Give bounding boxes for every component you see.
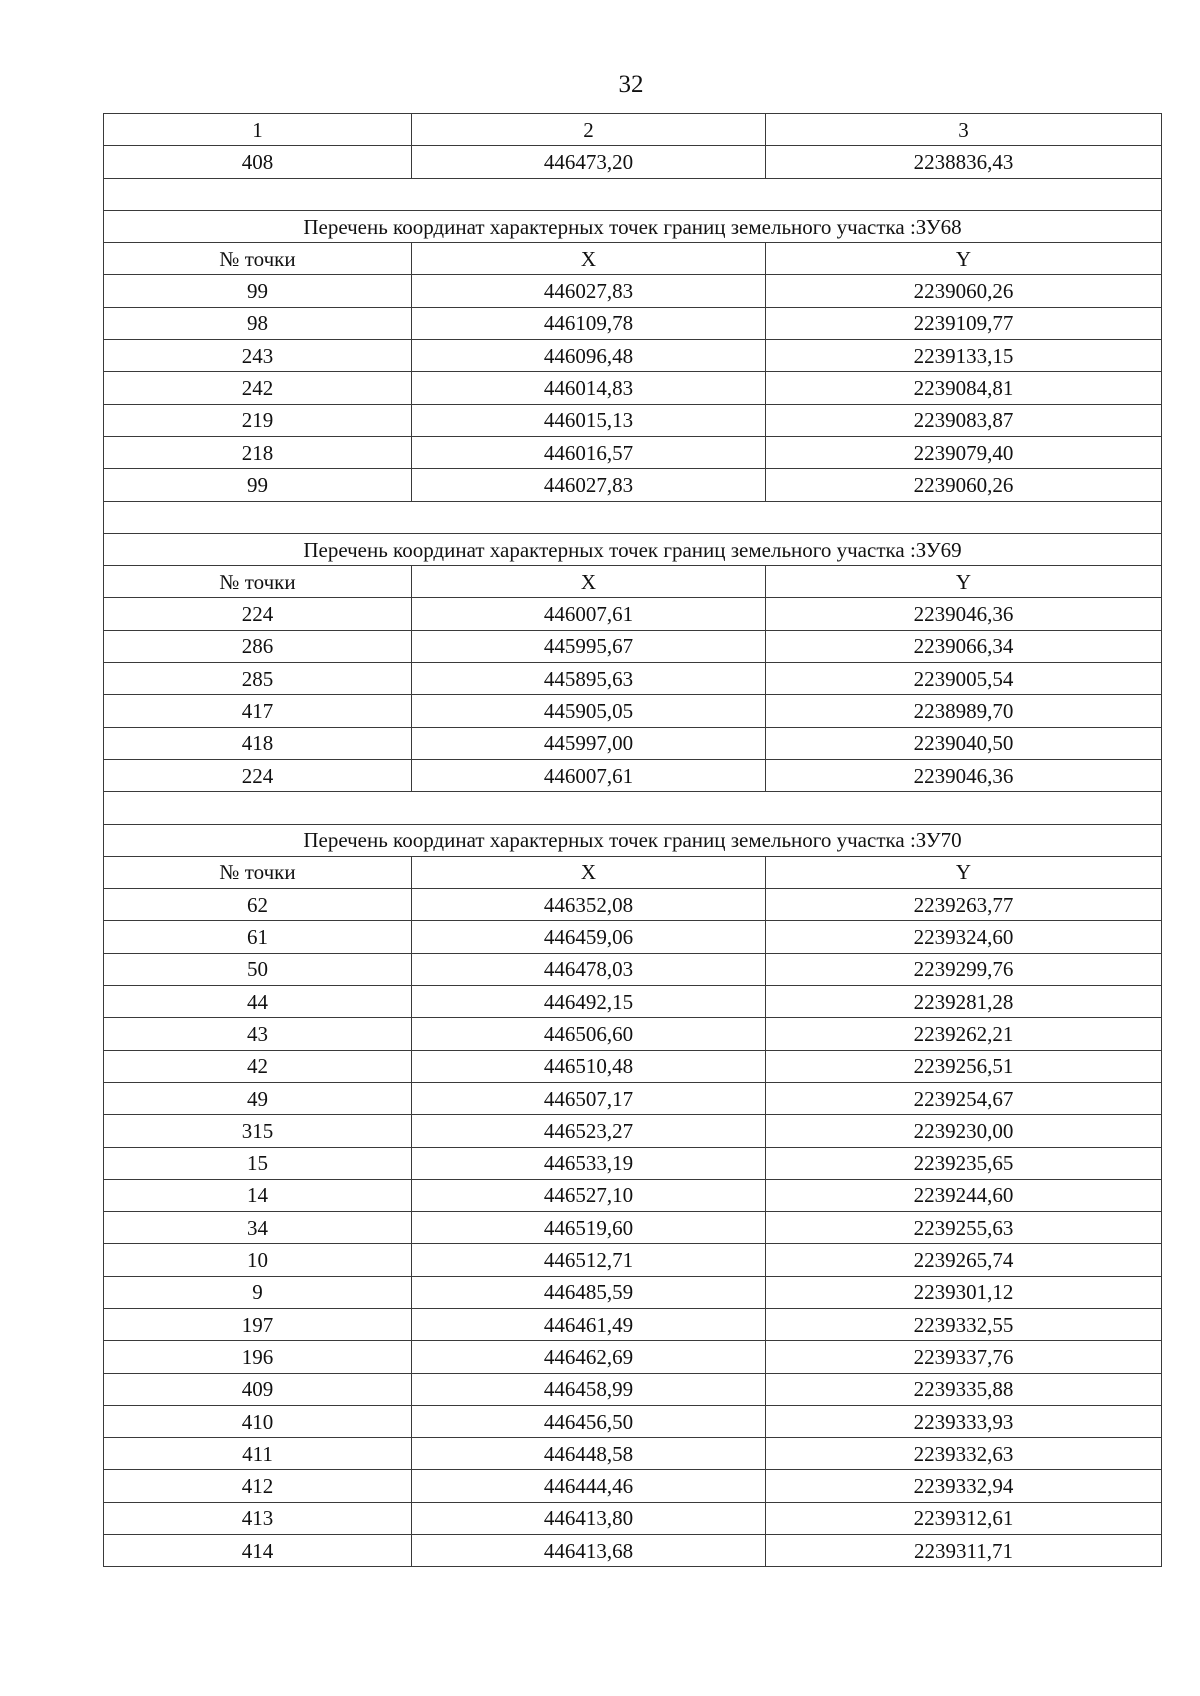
point-number-cell: 9 [104, 1276, 412, 1308]
point-number-cell: 224 [104, 598, 412, 630]
separator-cell [104, 178, 1162, 210]
table-row [104, 727, 1162, 759]
separator-row [104, 178, 1162, 210]
table-row [104, 889, 1162, 921]
x-coordinate-cell: 446007,61 [412, 598, 766, 630]
x-coordinate-cell: 446015,13 [412, 404, 766, 436]
point-number-cell: 196 [104, 1341, 412, 1373]
table-row [104, 663, 1162, 695]
x-coordinate-cell: 446492,15 [412, 986, 766, 1018]
table-row [104, 1341, 1162, 1373]
x-coordinate-cell: 446458,99 [412, 1373, 766, 1405]
y-coordinate-cell: 2239263,77 [766, 889, 1162, 921]
y-coordinate-cell: 2239337,76 [766, 1341, 1162, 1373]
point-number-cell: 99 [104, 275, 412, 307]
point-number-cell: 418 [104, 727, 412, 759]
x-coordinate-cell: 446448,58 [412, 1438, 766, 1470]
point-number-cell: 315 [104, 1115, 412, 1147]
point-number-cell: 43 [104, 1018, 412, 1050]
y-coordinate-cell: 2239335,88 [766, 1373, 1162, 1405]
y-coordinate-cell: 2239332,55 [766, 1308, 1162, 1340]
x-coordinate-cell: 446413,80 [412, 1502, 766, 1534]
point-number-cell: 413 [104, 1502, 412, 1534]
x-coordinate-cell: 446014,83 [412, 372, 766, 404]
table-row [104, 759, 1162, 791]
x-coordinate-cell: 446413,68 [412, 1535, 766, 1567]
x-coordinate-cell: 446459,06 [412, 921, 766, 953]
table-row [104, 1179, 1162, 1211]
y-coordinate-cell: 2239324,60 [766, 921, 1162, 953]
point-number-cell: 412 [104, 1470, 412, 1502]
x-coordinate-cell: 446462,69 [412, 1341, 766, 1373]
x-coordinate-cell: 446096,48 [412, 340, 766, 372]
point-number-cell: 10 [104, 1244, 412, 1276]
separator-cell [104, 792, 1162, 824]
table-row [104, 1050, 1162, 1082]
y-coordinate-cell: 2239060,26 [766, 469, 1162, 501]
x-header: X [412, 566, 766, 598]
x-header: X [412, 243, 766, 275]
x-coordinate-cell: 446456,50 [412, 1405, 766, 1437]
y-coordinate-cell: 2239066,34 [766, 630, 1162, 662]
x-coordinate-cell: 446510,48 [412, 1050, 766, 1082]
separator-row [104, 501, 1162, 533]
coordinates-table [103, 113, 1162, 1567]
point-number-cell: 15 [104, 1147, 412, 1179]
y-coordinate-cell: 2239254,67 [766, 1082, 1162, 1114]
table-row [104, 436, 1162, 468]
x-coordinate-cell: 446016,57 [412, 436, 766, 468]
page-number: 32 [618, 71, 644, 98]
y-coordinate-cell: 2239084,81 [766, 372, 1162, 404]
point-number-cell: 219 [104, 404, 412, 436]
point-number-cell: 286 [104, 630, 412, 662]
point-number-cell: 242 [104, 372, 412, 404]
section-title: Перечень координат характерных точек границ земельного участка :ЗУ69 [104, 533, 1162, 565]
table-row [104, 1276, 1162, 1308]
x-coordinate-cell: 446007,61 [412, 759, 766, 791]
x-coordinate-cell: 446507,17 [412, 1082, 766, 1114]
table-row [104, 1147, 1162, 1179]
x-header: X [412, 856, 766, 888]
table-row [104, 953, 1162, 985]
y-coordinate-cell: 2239281,28 [766, 986, 1162, 1018]
coordinates-table-body [104, 114, 1162, 1567]
table-row [104, 1212, 1162, 1244]
point-number-cell: 98 [104, 307, 412, 339]
table-row [104, 1470, 1162, 1502]
x-coordinate-cell: 446109,78 [412, 307, 766, 339]
point-number-cell: 49 [104, 1082, 412, 1114]
x-coordinate-cell: 446512,71 [412, 1244, 766, 1276]
x-coordinate-cell: 446485,59 [412, 1276, 766, 1308]
point-number-cell: 285 [104, 663, 412, 695]
y-coordinate-cell: 2239060,26 [766, 275, 1162, 307]
point-number-cell: 62 [104, 889, 412, 921]
table-row [104, 372, 1162, 404]
point-number-cell: 414 [104, 1535, 412, 1567]
x-coordinate-cell: 446027,83 [412, 275, 766, 307]
point-number-cell: 99 [104, 469, 412, 501]
y-coordinate-cell: 2238836,43 [766, 146, 1162, 178]
table-header-row [104, 856, 1162, 888]
point-number-cell: 14 [104, 1179, 412, 1211]
y-coordinate-cell: 2239333,93 [766, 1405, 1162, 1437]
table-row [104, 469, 1162, 501]
point-number-cell: 410 [104, 1405, 412, 1437]
point-number-cell: 50 [104, 953, 412, 985]
column-number-cell: 2 [412, 114, 766, 146]
table-row [104, 1438, 1162, 1470]
point-number-cell: 197 [104, 1308, 412, 1340]
table-row [104, 307, 1162, 339]
y-coordinate-cell: 2239109,77 [766, 307, 1162, 339]
x-coordinate-cell: 445997,00 [412, 727, 766, 759]
table-row [104, 146, 1162, 178]
point-number-header: № точки [104, 243, 412, 275]
table-row [104, 1018, 1162, 1050]
y-coordinate-cell: 2239262,21 [766, 1018, 1162, 1050]
y-header: Y [766, 856, 1162, 888]
point-number-cell: 34 [104, 1212, 412, 1244]
table-row [104, 1082, 1162, 1114]
y-coordinate-cell: 2239256,51 [766, 1050, 1162, 1082]
point-number-cell: 409 [104, 1373, 412, 1405]
separator-cell [104, 501, 1162, 533]
table-row [104, 986, 1162, 1018]
x-coordinate-cell: 446352,08 [412, 889, 766, 921]
x-coordinate-cell: 446478,03 [412, 953, 766, 985]
y-coordinate-cell: 2239311,71 [766, 1535, 1162, 1567]
y-coordinate-cell: 2238989,70 [766, 695, 1162, 727]
table-row [104, 1502, 1162, 1534]
x-coordinate-cell: 446506,60 [412, 1018, 766, 1050]
y-coordinate-cell: 2239046,36 [766, 759, 1162, 791]
y-coordinate-cell: 2239255,63 [766, 1212, 1162, 1244]
x-coordinate-cell: 446461,49 [412, 1308, 766, 1340]
point-number-cell: 61 [104, 921, 412, 953]
table-row [104, 921, 1162, 953]
x-coordinate-cell: 446444,46 [412, 1470, 766, 1502]
point-number-header: № точки [104, 856, 412, 888]
point-number-header: № точки [104, 566, 412, 598]
table-row [104, 1308, 1162, 1340]
column-number-cell: 3 [766, 114, 1162, 146]
section-title: Перечень координат характерных точек границ земельного участка :ЗУ68 [104, 210, 1162, 242]
table-row [104, 404, 1162, 436]
table-header-row [104, 243, 1162, 275]
table-row [104, 1373, 1162, 1405]
y-coordinate-cell: 2239005,54 [766, 663, 1162, 695]
y-coordinate-cell: 2239265,74 [766, 1244, 1162, 1276]
table-row [104, 598, 1162, 630]
column-number-row [104, 114, 1162, 146]
separator-row [104, 792, 1162, 824]
point-number-cell: 42 [104, 1050, 412, 1082]
y-coordinate-cell: 2239299,76 [766, 953, 1162, 985]
table-row [104, 630, 1162, 662]
x-coordinate-cell: 446519,60 [412, 1212, 766, 1244]
table-row [104, 1244, 1162, 1276]
y-coordinate-cell: 2239083,87 [766, 404, 1162, 436]
y-coordinate-cell: 2239301,12 [766, 1276, 1162, 1308]
point-number-cell: 243 [104, 340, 412, 372]
x-coordinate-cell: 445905,05 [412, 695, 766, 727]
section-title-row [104, 533, 1162, 565]
point-number-cell: 44 [104, 986, 412, 1018]
y-coordinate-cell: 2239079,40 [766, 436, 1162, 468]
point-number-cell: 417 [104, 695, 412, 727]
x-coordinate-cell: 445895,63 [412, 663, 766, 695]
point-number-cell: 411 [104, 1438, 412, 1470]
point-number-cell: 218 [104, 436, 412, 468]
x-coordinate-cell: 446523,27 [412, 1115, 766, 1147]
table-header-row [104, 566, 1162, 598]
table-row [104, 1115, 1162, 1147]
section-title-row [104, 824, 1162, 856]
section-title-row [104, 210, 1162, 242]
y-coordinate-cell: 2239332,63 [766, 1438, 1162, 1470]
x-coordinate-cell: 445995,67 [412, 630, 766, 662]
table-row [104, 1405, 1162, 1437]
x-coordinate-cell: 446527,10 [412, 1179, 766, 1211]
y-coordinate-cell: 2239040,50 [766, 727, 1162, 759]
y-coordinate-cell: 2239244,60 [766, 1179, 1162, 1211]
y-coordinate-cell: 2239046,36 [766, 598, 1162, 630]
table-row [104, 275, 1162, 307]
table-row [104, 1535, 1162, 1567]
y-header: Y [766, 566, 1162, 598]
table-row [104, 340, 1162, 372]
y-coordinate-cell: 2239332,94 [766, 1470, 1162, 1502]
x-coordinate-cell: 446533,19 [412, 1147, 766, 1179]
table-row [104, 695, 1162, 727]
x-coordinate-cell: 446027,83 [412, 469, 766, 501]
y-coordinate-cell: 2239312,61 [766, 1502, 1162, 1534]
y-header: Y [766, 243, 1162, 275]
column-number-cell: 1 [104, 114, 412, 146]
point-number-cell: 408 [104, 146, 412, 178]
y-coordinate-cell: 2239230,00 [766, 1115, 1162, 1147]
x-coordinate-cell: 446473,20 [412, 146, 766, 178]
point-number-cell: 224 [104, 759, 412, 791]
y-coordinate-cell: 2239235,65 [766, 1147, 1162, 1179]
section-title: Перечень координат характерных точек границ земельного участка :ЗУ70 [104, 824, 1162, 856]
y-coordinate-cell: 2239133,15 [766, 340, 1162, 372]
